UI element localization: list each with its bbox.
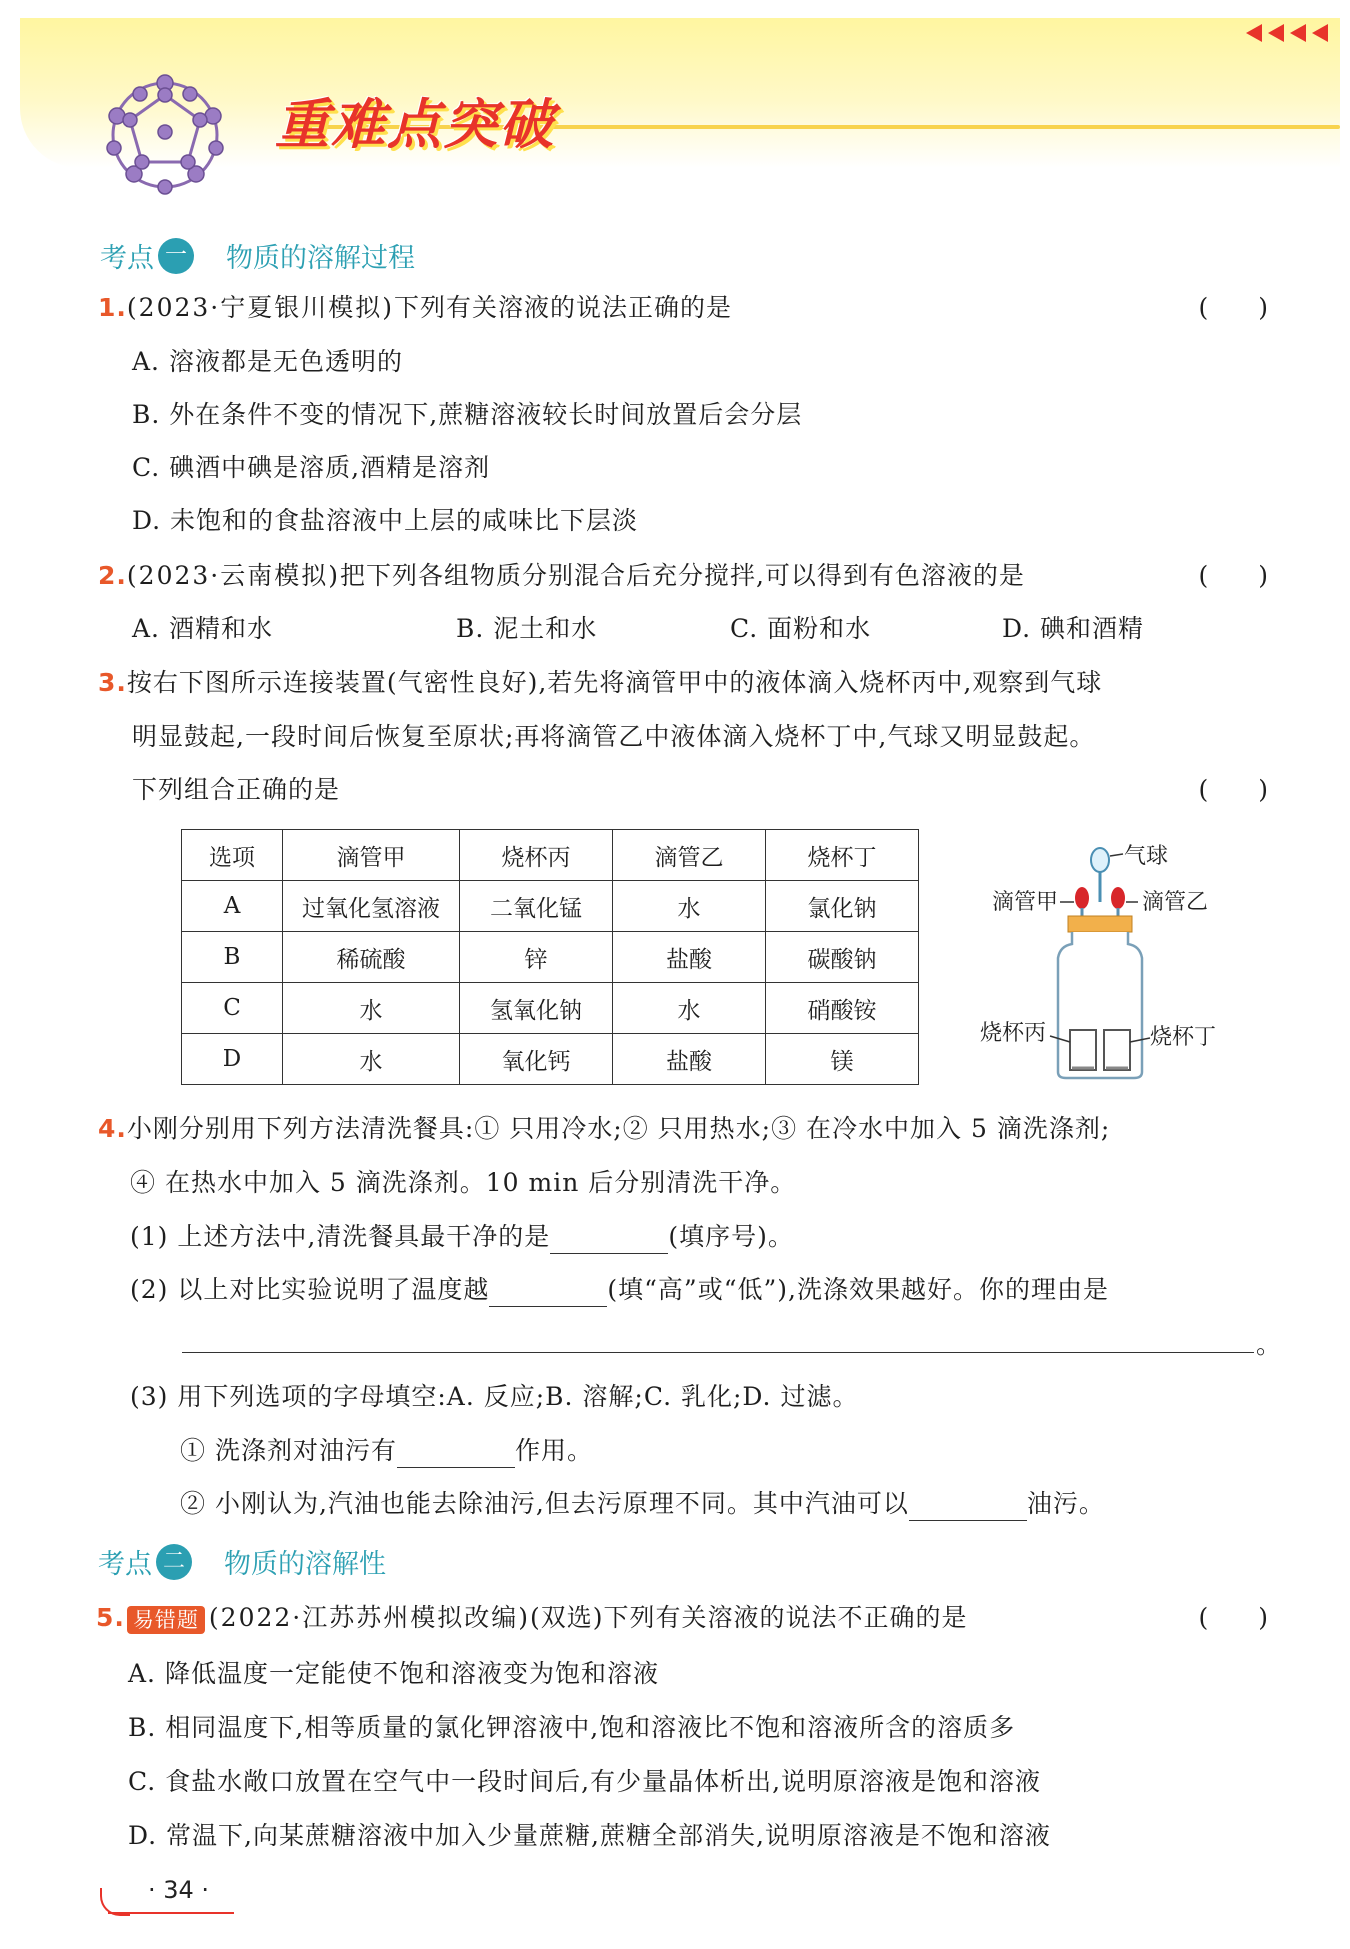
question-number: 1. (98, 293, 127, 322)
option: B. 相同温度下,相等质量的氯化钾溶液中,饱和溶液比不饱和溶液所含的溶质多 (128, 1713, 1016, 1742)
error-prone-badge: 易错题 (127, 1606, 205, 1634)
sub-question-2 (130, 1273, 1109, 1307)
sub-question-text: ① 洗涤剂对油污有 (180, 1436, 397, 1465)
question-text: 把下列各组物质分别混合后充分搅拌,可以得到有色溶液的是 (339, 561, 1025, 590)
table-cell: 氯化钠 (766, 881, 919, 932)
question-number: 5. (96, 1603, 125, 1632)
table-row (182, 881, 919, 932)
answer-bracket: ( ) (1198, 561, 1268, 590)
question-number: 4. (98, 1114, 127, 1143)
question-text: (双选)下列有关溶液的说法不正确的是 (529, 1603, 968, 1632)
answer-blank[interactable] (489, 1278, 607, 1307)
page-number: · 34 · (148, 1876, 210, 1904)
option: D. 碘和酒精 (1002, 614, 1145, 643)
table-header: 滴管乙 (613, 830, 766, 881)
question-text: 明显鼓起,一段时间后恢复至原状;再将滴管乙中液体滴入烧杯丁中,气球又明显鼓起。 (132, 722, 1096, 751)
page-title: 重难点突破 (275, 93, 555, 156)
table-cell: 硝酸铵 (766, 983, 919, 1034)
table-cell: 水 (283, 983, 460, 1034)
table-cell: 过氧化氢溶液 (283, 881, 460, 932)
table-cell: 水 (283, 1034, 460, 1085)
section-number: 一 (158, 238, 194, 274)
balloon-label: 气球 (1124, 843, 1169, 868)
table-cell: 水 (613, 881, 766, 932)
table-cell: 盐酸 (613, 932, 766, 983)
question-number: 3. (98, 668, 127, 697)
question-1-stem (98, 291, 732, 325)
sub-question-text: (填“高”或“低”),洗涤效果越好。你的理由是 (607, 1275, 1109, 1304)
question-5-stem (96, 1601, 968, 1635)
section-heading-1 (100, 236, 415, 275)
option: D. 常温下,向某蔗糖溶液中加入少量蔗糖,蔗糖全部消失,说明原溶液是不饱和溶液 (128, 1821, 1051, 1850)
answer-bracket: ( ) (1198, 293, 1268, 322)
period: 。 (1256, 1330, 1283, 1359)
table-header: 烧杯丙 (460, 830, 613, 881)
question-number: 2. (98, 561, 127, 590)
options-table (181, 829, 919, 1085)
question-text: 按右下图所示连接装置(气密性良好),若先将滴管甲中的液体滴入烧杯丙中,观察到气球 (126, 668, 1103, 697)
sub-question-text: (2) 以上对比实验说明了温度越 (130, 1275, 490, 1304)
section-label: 考点 (98, 1549, 152, 1580)
table-header: 选项 (182, 830, 283, 881)
sub-question-text: 油污。 (1026, 1489, 1105, 1518)
question-3-stem (98, 666, 1102, 700)
question-text: 下列有关溶液的说法正确的是 (393, 293, 732, 322)
table-cell: 稀硫酸 (283, 932, 460, 983)
sub-question-1 (130, 1220, 794, 1254)
beaker-d-label: 烧杯丁 (1150, 1024, 1217, 1049)
dropper-a-bulb-icon (1075, 887, 1089, 909)
table-header-row (182, 830, 919, 881)
section-title: 物质的溶解过程 (226, 243, 415, 274)
option: A. 酒精和水 (132, 614, 273, 643)
option: C. 食盐水敞口放置在空气中一段时间后,有少量晶体析出,说明原溶液是饱和溶液 (128, 1767, 1042, 1796)
table-row (182, 1034, 919, 1085)
table-cell: 二氧化锰 (460, 881, 613, 932)
question-source: (2023·宁夏银川模拟) (126, 293, 394, 322)
table-cell: 碳酸钠 (766, 932, 919, 983)
option: D. 未饱和的食盐溶液中上层的咸味比下层淡 (132, 506, 639, 535)
table-cell: 锌 (460, 932, 613, 983)
sub-question-3-1 (180, 1434, 593, 1468)
footer-underline (108, 1912, 234, 1914)
corner-arrows-icon (1246, 24, 1328, 42)
dropper-a-label: 滴管甲 (992, 889, 1059, 914)
question-2-stem (98, 559, 1025, 593)
question-source: (2023·云南模拟) (126, 561, 340, 590)
answer-line[interactable] (182, 1352, 1254, 1353)
section-number: 二 (156, 1544, 192, 1580)
answer-bracket: ( ) (1198, 775, 1268, 804)
answer-blank[interactable] (397, 1439, 515, 1468)
table-cell: C (182, 983, 283, 1034)
table-row (182, 983, 919, 1034)
sub-question-3-2 (180, 1487, 1105, 1521)
beaker-c-label: 烧杯丙 (980, 1020, 1047, 1045)
option: C. 面粉和水 (730, 614, 872, 643)
question-source: (2022·江苏苏州模拟改编) (208, 1603, 530, 1632)
table-header: 烧杯丁 (766, 830, 919, 881)
option: A. 降低温度一定能使不饱和溶液变为饱和溶液 (128, 1659, 659, 1688)
dropper-b-bulb-icon (1111, 887, 1125, 909)
question-text: ④ 在热水中加入 5 滴洗涤剂。10 min 后分别清洗干净。 (130, 1168, 797, 1197)
sub-question-text: 作用。 (514, 1436, 593, 1465)
fullerene-molecule-icon (100, 70, 230, 200)
table-cell: B (182, 932, 283, 983)
question-4-stem (98, 1112, 1110, 1146)
option: B. 外在条件不变的情况下,蔗糖溶液较长时间放置后会分层 (132, 400, 803, 429)
section-label: 考点 (100, 243, 154, 274)
question-text: 小刚分别用下列方法清洗餐具:① 只用冷水;② 只用热水;③ 在冷水中加入 5 滴洗涤剂; (126, 1114, 1111, 1143)
option: A. 溶液都是无色透明的 (132, 347, 403, 376)
table-cell: 水 (613, 983, 766, 1034)
option: C. 碘酒中碘是溶质,酒精是溶剂 (132, 453, 491, 482)
apparatus-diagram (960, 830, 1240, 1090)
table-cell: A (182, 881, 283, 932)
table-cell: 氢氧化钠 (460, 983, 613, 1034)
sub-question-text: (填序号)。 (668, 1222, 794, 1251)
balloon-icon (1091, 848, 1109, 872)
section-heading-2 (98, 1542, 386, 1581)
table-header: 滴管甲 (283, 830, 460, 881)
sub-question-3: (3) 用下列选项的字母填空:A. 反应;B. 溶解;C. 乳化;D. 过滤。 (130, 1382, 859, 1411)
table-row (182, 932, 919, 983)
answer-bracket: ( ) (1198, 1603, 1268, 1632)
sub-question-text: (1) 上述方法中,清洗餐具最干净的是 (130, 1222, 551, 1251)
section-title: 物质的溶解性 (224, 1549, 386, 1580)
answer-blank[interactable] (550, 1225, 668, 1254)
answer-blank[interactable] (909, 1492, 1027, 1521)
option: B. 泥土和水 (456, 614, 598, 643)
table-cell: D (182, 1034, 283, 1085)
sub-question-text: ② 小刚认为,汽油也能去除油污,但去污原理不同。其中汽油可以 (180, 1489, 909, 1518)
question-text: 下列组合正确的是 (132, 775, 341, 804)
table-cell: 氧化钙 (460, 1034, 613, 1085)
table-cell: 盐酸 (613, 1034, 766, 1085)
table-cell: 镁 (766, 1034, 919, 1085)
dropper-b-label: 滴管乙 (1142, 889, 1209, 914)
